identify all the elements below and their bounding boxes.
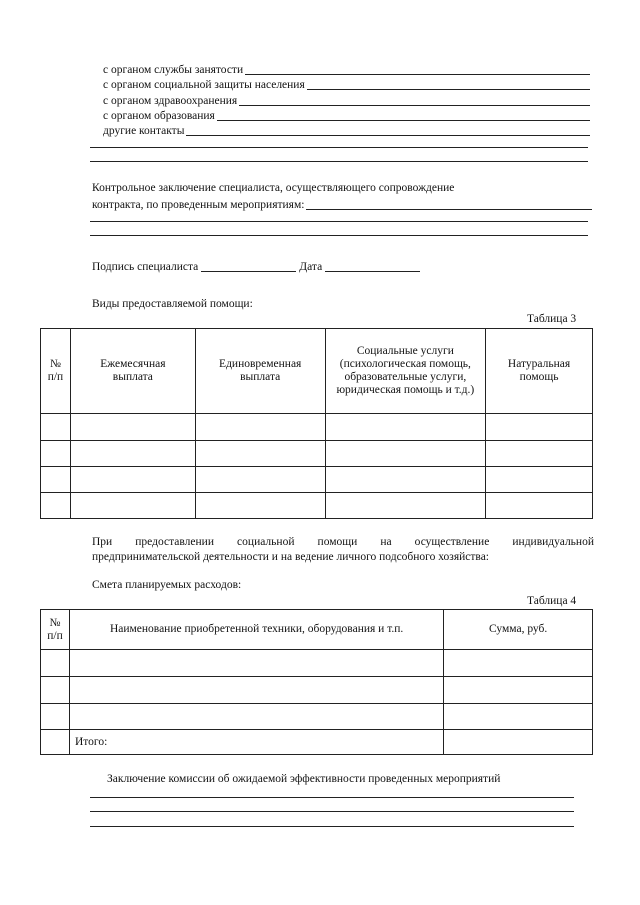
aid-cell[interactable] — [41, 467, 71, 493]
estimate-table — [40, 609, 593, 755]
contact-other-label: другие контакты — [103, 125, 185, 137]
aid-table — [40, 328, 593, 519]
estimate-header-name: Наименование приобретенной техники, оборудования и т.п. — [69, 610, 443, 650]
aid-header-num: № п/п — [41, 329, 71, 414]
aid-cell[interactable] — [325, 441, 485, 467]
commission-blank-line-1[interactable] — [90, 797, 574, 798]
contact-blank-line-1[interactable] — [90, 147, 588, 148]
business-paragraph-line-2: предпринимательской деятельности и на ведение личного подсобного хозяйства: — [92, 551, 489, 563]
estimate-total-sum[interactable] — [444, 730, 593, 755]
contact-health-field[interactable] — [239, 105, 590, 106]
signature-row — [92, 259, 423, 273]
contact-education-label: с органом образования — [103, 110, 215, 122]
aid-cell[interactable] — [486, 467, 593, 493]
aid-cell[interactable] — [70, 414, 195, 441]
estimate-cell[interactable] — [69, 704, 443, 730]
contact-education-field[interactable] — [217, 120, 590, 121]
aid-header-monthly: Ежемесячная выплата — [70, 329, 195, 414]
aid-table-label: Таблица 3 — [527, 313, 577, 325]
contact-employment-label: с органом службы занятости — [103, 64, 244, 76]
aid-cell[interactable] — [195, 493, 325, 519]
estimate-cell[interactable] — [444, 677, 593, 704]
contact-blank-line-2[interactable] — [90, 161, 588, 162]
conclusion-line-2: контракта, по проведенным мероприятиям: — [92, 199, 305, 211]
aid-header-natural: Натуральная помощь — [486, 329, 593, 414]
estimate-total-row — [41, 730, 593, 755]
estimate-cell[interactable] — [41, 677, 70, 704]
date-field[interactable] — [325, 271, 420, 272]
aid-cell[interactable] — [325, 493, 485, 519]
estimate-cell[interactable] — [69, 677, 443, 704]
aid-cell[interactable] — [70, 493, 195, 519]
aid-header-lump: Единовременная выплата — [195, 329, 325, 414]
estimate-cell[interactable] — [41, 730, 70, 755]
estimate-row — [41, 704, 593, 730]
conclusion-blank-line-2[interactable] — [90, 235, 588, 236]
aid-row — [41, 467, 593, 493]
commission-blank-line-2[interactable] — [90, 811, 574, 812]
aid-cell[interactable] — [70, 467, 195, 493]
aid-cell[interactable] — [195, 414, 325, 441]
aid-row — [41, 493, 593, 519]
aid-cell[interactable] — [41, 414, 71, 441]
contact-employment-field[interactable] — [245, 74, 590, 75]
contact-social-row — [103, 77, 590, 91]
estimate-header-num: № п/п — [41, 610, 70, 650]
contact-other-field[interactable] — [186, 135, 590, 136]
estimate-cell[interactable] — [444, 650, 593, 677]
aid-row — [41, 414, 593, 441]
contact-social-label: с органом социальной защиты населения — [103, 79, 305, 91]
aid-cell[interactable] — [41, 441, 71, 467]
estimate-heading: Смета планируемых расходов: — [92, 579, 242, 591]
aid-cell[interactable] — [70, 441, 195, 467]
aid-cell[interactable] — [486, 493, 593, 519]
conclusion-field[interactable] — [306, 209, 592, 210]
aid-heading: Виды предоставляемой помощи: — [92, 298, 253, 310]
aid-cell[interactable] — [486, 414, 593, 441]
conclusion-line-1: Контрольное заключение специалиста, осуществляющего сопровождение — [92, 182, 455, 194]
conclusion-blank-line-1[interactable] — [90, 221, 588, 222]
aid-cell[interactable] — [325, 467, 485, 493]
aid-cell[interactable] — [325, 414, 485, 441]
estimate-row — [41, 650, 593, 677]
estimate-header-sum: Сумма, руб. — [444, 610, 593, 650]
contact-social-field[interactable] — [307, 89, 590, 90]
date-label: Дата — [299, 261, 323, 273]
estimate-cell[interactable] — [69, 650, 443, 677]
aid-cell[interactable] — [195, 467, 325, 493]
commission-blank-line-3[interactable] — [90, 826, 574, 827]
contact-health-label: с органом здравоохранения — [103, 95, 238, 107]
estimate-cell[interactable] — [41, 704, 70, 730]
aid-row — [41, 441, 593, 467]
signature-field[interactable] — [201, 271, 296, 272]
conclusion-line-2-row — [92, 197, 592, 211]
aid-cell[interactable] — [486, 441, 593, 467]
signature-label: Подпись специалиста — [92, 261, 199, 273]
commission-heading: Заключение комиссии об ожидаемой эффективности проведенных мероприятий — [107, 773, 501, 785]
estimate-header-row — [41, 610, 593, 650]
estimate-total-label: Итого: — [69, 730, 443, 755]
aid-header-social: Социальные услуги (психологическая помощь, образовательные услуги, юридическая помощь и т.д.) — [325, 329, 485, 414]
aid-header-row — [41, 329, 593, 414]
contact-education-row — [103, 108, 590, 122]
aid-cell[interactable] — [195, 441, 325, 467]
estimate-table-label: Таблица 4 — [527, 595, 577, 607]
estimate-cell[interactable] — [444, 704, 593, 730]
contact-other-row — [103, 123, 590, 137]
business-paragraph-line-1: При предоставлении социальной помощи на осуществление индивидуальной — [92, 536, 594, 548]
estimate-cell[interactable] — [41, 650, 70, 677]
aid-cell[interactable] — [41, 493, 71, 519]
estimate-row — [41, 677, 593, 704]
contact-employment-row — [103, 62, 590, 76]
contact-health-row — [103, 93, 590, 107]
